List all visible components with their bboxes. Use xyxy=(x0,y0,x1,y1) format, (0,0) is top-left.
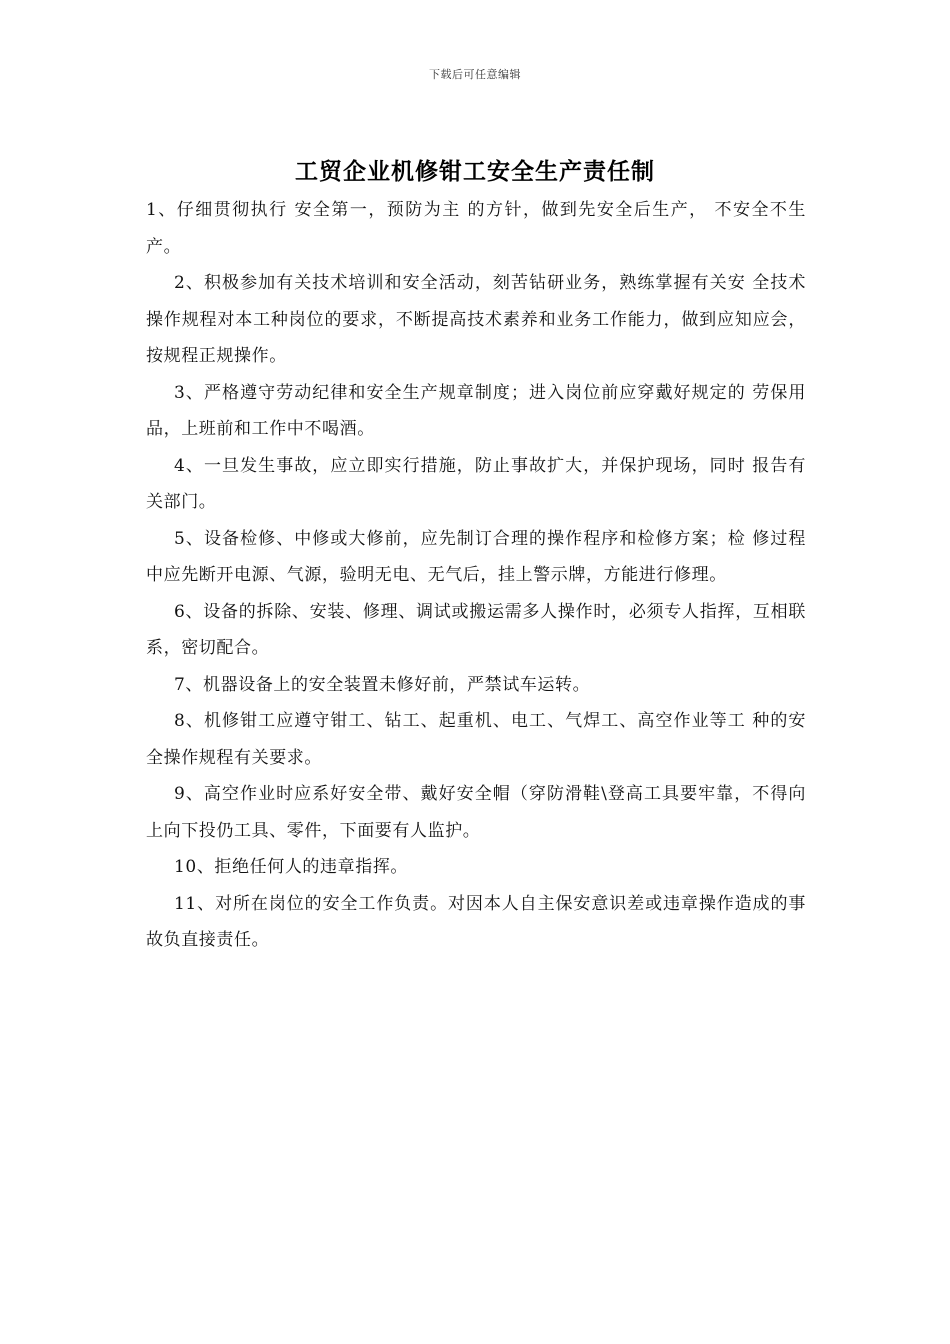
paragraph-11: 11、对所在岗位的安全工作负责。对因本人自主保安意识差或违章操作造成的事故负直接责任。 xyxy=(146,893,806,950)
document-body xyxy=(146,192,806,959)
paragraph-4: 4、一旦发生事故，应立即实行措施，防止事故扩大，并保护现场，同时 报告有关部门。 xyxy=(146,455,806,512)
paragraph-7: 7、机器设备上的安全装置未修好前，严禁试车运转。 xyxy=(174,674,591,695)
paragraph-9: 9、高空作业时应系好安全带、戴好安全帽（穿防滑鞋\登高工具要牢靠，不得向上向下投仍工具、零件，下面要有人监护。 xyxy=(146,784,806,841)
document-title: 工贸企业机修钳工安全生产责任制 xyxy=(295,158,655,185)
paragraph-8: 8、机修钳工应遵守钳工、钻工、起重机、电工、气焊工、高空作业等工 种的安全操作规程有关要求。 xyxy=(146,711,806,768)
paragraph-6: 6、设备的拆除、安装、修理、调试或搬运需多人操作时，必须专人指挥，互相联系，密切配合。 xyxy=(146,601,806,658)
paragraph-1: 1、仔细贯彻执行 安全第一，预防为主 的方针，做到先安全后生产， 不安全不生产。 xyxy=(146,200,806,257)
paragraph-5: 5、设备检修、中修或大修前，应先制订合理的操作程序和检修方案；检 修过程中应先断开电源、气源，验明无电、无气后，挂上警示牌，方能进行修理。 xyxy=(146,528,806,585)
paragraph-2: 2、积极参加有关技术培训和安全活动，刻苦钻研业务，熟练掌握有关安 全技术操作规程对本工种岗位的要求，不断提高技术素养和业务工作能力，做到应知应会，按规程正规操作。 xyxy=(146,273,806,366)
header-note: 下载后可任意编辑 xyxy=(429,68,521,81)
paragraph-3: 3、严格遵守劳动纪律和安全生产规章制度；进入岗位前应穿戴好规定的 劳保用品，上班前和工作中不喝酒。 xyxy=(146,382,806,439)
paragraph-10: 10、拒绝任何人的违章指挥。 xyxy=(174,857,409,877)
